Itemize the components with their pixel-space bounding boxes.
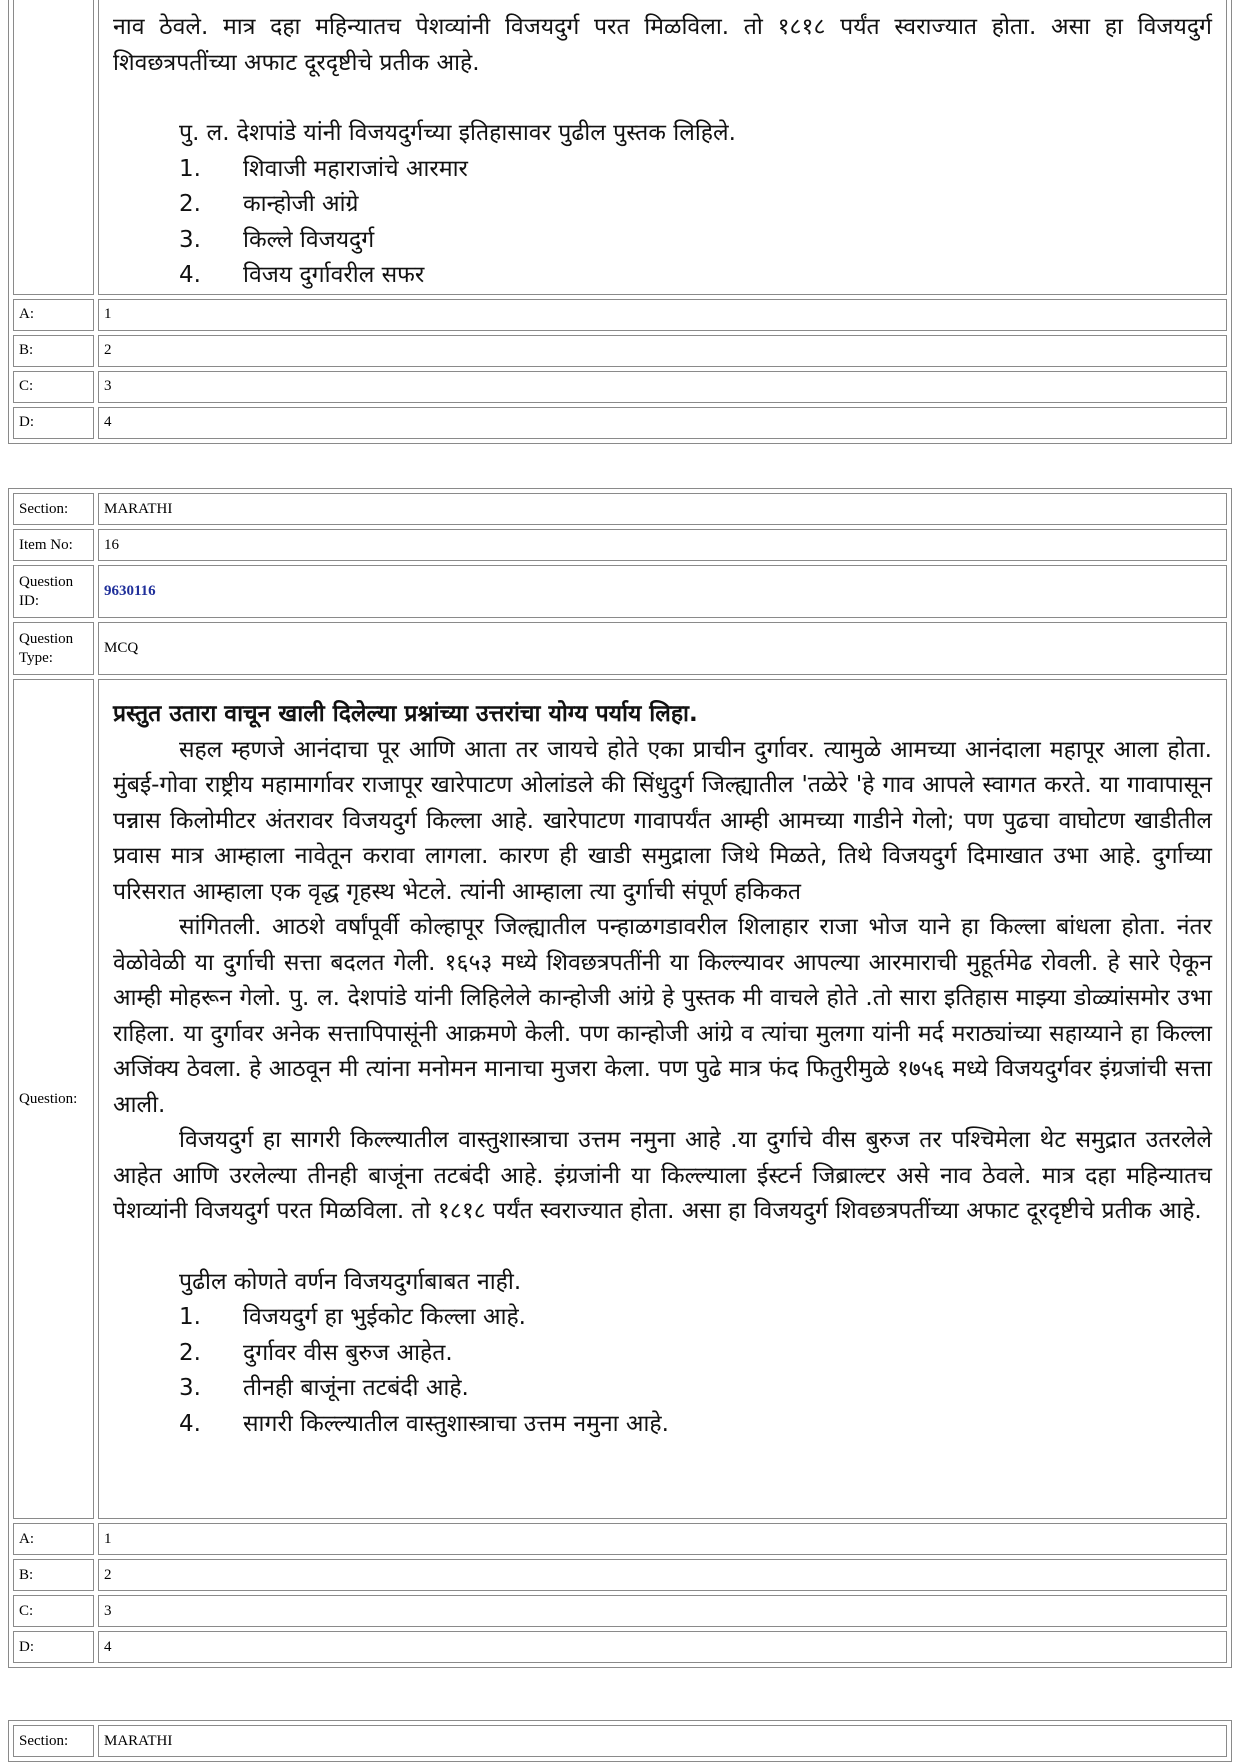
question-content <box>98 0 1227 295</box>
option-label: A: <box>13 299 94 331</box>
option-label: A: <box>13 1523 94 1555</box>
option-row-b[interactable] <box>13 1559 1227 1591</box>
option-value: 1 <box>98 299 1227 331</box>
question-type-value: MCQ <box>98 622 1227 675</box>
question-type-label: Question Type: <box>13 622 94 675</box>
section-value: MARATHI <box>98 493 1227 525</box>
section-label: Section: <box>13 493 94 525</box>
option-value: 3 <box>98 1595 1227 1627</box>
statement-4: 4. विजय दुर्गावरील सफर <box>179 262 425 288</box>
option-value: 3 <box>98 371 1227 403</box>
passage-heading: प्रस्तुत उतारा वाचून खाली दिलेल्या प्रश्नांच्या उत्तरांचा योग्य पर्याय लिहा. <box>113 701 698 727</box>
passage <box>113 697 1212 1442</box>
option-label: C: <box>13 371 94 403</box>
item-no-label: Item No: <box>13 529 94 561</box>
statement-1: 1. शिवाजी महाराजांचे आरमार <box>179 155 468 182</box>
option-value: 1 <box>98 1523 1227 1555</box>
statement-1: 1. विजयदुर्ग हा भुईकोट किल्ला आहे. <box>179 1304 526 1330</box>
question-label: Question: <box>13 679 94 1519</box>
passage-tail: नाव ठेवले. मात्र दहा महिन्यातच पेशव्यांनी विजयदुर्ग परत मिळविला. तो १८१८ पर्यंत स्वराज्यात होता. असा हा विजयदुर्ग शिवछत्रपतींच्या अफाट दूरदृष्टीचे प्रतीक आहे. <box>113 14 1212 76</box>
option-row-a[interactable] <box>13 299 1227 331</box>
option-label: D: <box>13 1631 94 1663</box>
option-row-d[interactable] <box>13 1631 1227 1663</box>
option-row-d[interactable] <box>13 407 1227 439</box>
statement-4: 4. सागरी किल्ल्यातील वास्तुशास्त्राचा उत्तम नमुना आहे. <box>179 1410 669 1437</box>
question-block-17 <box>8 1720 1232 1762</box>
option-value: 4 <box>98 1631 1227 1663</box>
item-no-value: 16 <box>98 529 1227 561</box>
passage-paragraph-3: विजयदुर्ग हा सागरी किल्ल्यातील वास्तुशास्त्राचा उत्तम नमुना आहे .या दुर्गाचे वीस बुरुज तर पश्चिमेला थेट समुद्रात उतरलेले आहेत आणि उरलेल्या तीनही बाजूंना तटबंदी आहे. इंग्रजांनी या किल्ल्याला ईस्टर्न जिब्राल्टर असे नाव ठेवले. मात्र दहा महिन्यातच पेशव्यांनी विजयदुर्ग परत मिळविला. तो १८१८ पर्यंत स्वराज्यात होता. असा हा विजयदुर्ग शिवछत्रपतींच्या अफाट दूरदृष्टीचे प्रतीक आहे. <box>113 1127 1212 1224</box>
question-id: 9630116 <box>104 583 156 599</box>
option-label: C: <box>13 1595 94 1627</box>
question-prompt: पुढील कोणते वर्णन विजयदुर्गाबाबत नाही. <box>179 1268 522 1295</box>
option-row-b[interactable] <box>13 335 1227 367</box>
question-label-cell <box>13 0 94 295</box>
option-row-c[interactable] <box>13 1595 1227 1627</box>
option-label: D: <box>13 407 94 439</box>
question-id-label: Question ID: <box>13 565 94 618</box>
statement-2: 2. कान्होजी आंग्रे <box>179 191 359 217</box>
section-label: Section: <box>13 1725 94 1757</box>
option-row-a[interactable] <box>13 1523 1227 1555</box>
option-row-c[interactable] <box>13 371 1227 403</box>
passage-paragraph-2: सांगितली. आठशे वर्षांपूर्वी कोल्हापूर जिल्ह्यातील पन्हाळगडावरील शिलाहार राजा भोज याने हा किल्ला बांधला होता. नंतर वेळोवेळी या दुर्गाची सत्ता बदलत गेली. १६५३ मध्ये शिवछत्रपतींनी या किल्ल्यावर आपल्या आरमाराची मुहूर्तमेढ रोवली. हे सारे ऐकून आम्ही मोहरून गेलो. पु. ल. देशपांडे यांनी लिहिलेले कान्होजी आंग्रे हे पुस्तक मी वाचले होते .तो सारा इतिहास माझ्या डोळ्यांसमोर उभा राहिला. या दुर्गावर अनेक सत्तापिपासूंनी आक्रमणे केली. पण कान्होजी आंग्रे व त्यांचा मुलगा यांनी मर्द मराठ्यांच्या सहाय्याने हा किल्ला अजिंक्य ठेवला. हे आठवून मी त्यांना मनोमन मानाचा मुजरा केला. पण पुढे मात्र फंद फितुरीमुळे १७५६ मध्ये विजयदुर्गवर इंग्रजांची सत्ता आली. <box>113 914 1212 1118</box>
statement-3: 3. किल्ले विजयदुर्ग <box>179 226 375 253</box>
passage <box>113 10 1212 294</box>
passage-paragraph-1: सहल म्हणजे आनंदाचा पूर आणि आता तर जायचे होते एका प्राचीन दुर्गावर. त्यामुळे आमच्या आनंदाला महापूर आला होता. मुंबई-गोवा राष्ट्रीय महामार्गावर राजापूर खारेपाटण ओलांडले की सिंधुदुर्ग जिल्ह्यातील 'तळेरे 'हे गाव आपले स्वागत करते. या गावापासून पन्नास किलोमीटर अंतरावर विजयदुर्ग किल्ला आहे. खारेपाटण गावापर्यंत आम्ही आमच्या गाडीने गेलो; पण पुढचा वाघोटण खाडीतील प्रवास मात्र आम्हाला नावेतून करावा लागला. कारण ही खाडी समुद्राला जिथे मिळते, तिथे विजयदुर्ग दिमाखात उभा आहे. दुर्गाच्या परिसरात आम्हाला एक वृद्ध गृहस्थ भेटले. त्यांनी आम्हाला त्या दुर्गाची संपूर्ण हकिकत <box>113 736 1212 905</box>
question-block-15 <box>8 0 1232 444</box>
statement-3: 3. तीनही बाजूंना तटबंदी आहे. <box>179 1375 469 1401</box>
option-value: 4 <box>98 407 1227 439</box>
question-id-value <box>98 565 1227 618</box>
section-value: MARATHI <box>98 1725 1227 1757</box>
option-value: 2 <box>98 335 1227 367</box>
statement-2: 2. दुर्गावर वीस बुरुज आहेत. <box>179 1339 453 1366</box>
option-label: B: <box>13 335 94 367</box>
question-prompt: पु. ल. देशपांडे यांनी विजयदुर्गच्या इतिहासावर पुढील पुस्तक लिहिले. <box>179 120 736 146</box>
option-value: 2 <box>98 1559 1227 1591</box>
option-label: B: <box>13 1559 94 1591</box>
question-content <box>98 679 1227 1519</box>
question-block-16 <box>8 488 1232 1668</box>
